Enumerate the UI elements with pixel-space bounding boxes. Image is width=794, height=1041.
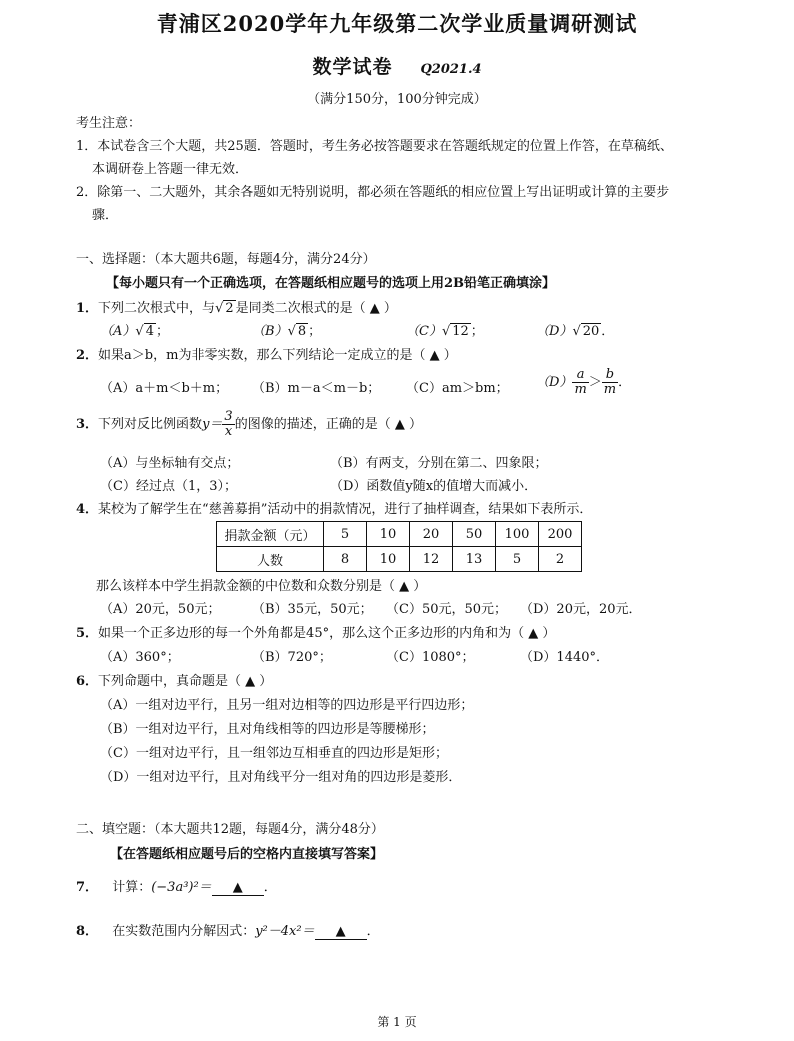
table-cell: 20 xyxy=(410,522,453,547)
table-cell: 200 xyxy=(539,522,582,547)
question-2-option-b: （B）m－a＜m－b； xyxy=(252,381,381,396)
question-1-number: 1． xyxy=(76,301,99,316)
exam-subtitle xyxy=(0,52,794,79)
option-end: ． xyxy=(618,375,632,390)
section-2-instruction: 【在答题纸相应题号后的空格内直接填写答案】 xyxy=(110,847,384,862)
sqrt-2: √ 2 xyxy=(215,301,234,316)
question-1-option-d: （D）√ 20 ． xyxy=(536,324,615,339)
table-cell: 13 xyxy=(453,547,496,572)
denominator: x xyxy=(224,424,233,439)
radicand: 20 xyxy=(582,324,600,339)
table-cell: 捐款金额（元） xyxy=(217,522,324,547)
question-4-option-c: （C）50元，50元； xyxy=(386,602,508,617)
option-label: （C） xyxy=(406,324,442,339)
fraction-3-over-x xyxy=(222,410,234,439)
question-3-stem-text-b: 的图像的描述，正确的是（ ▲ ） xyxy=(234,417,422,432)
question-3-stem xyxy=(76,410,422,439)
option-end: ； xyxy=(308,324,322,339)
exam-title: 青浦区2020学年九年级第二次学业质量调研测试 xyxy=(156,11,638,36)
numerator: b xyxy=(602,368,618,383)
question-8-number: 8． xyxy=(76,924,99,939)
question-7-number: 7． xyxy=(76,880,99,895)
section-1-heading: 一、选择题：（本大题共6题，每题4分，满分24分） xyxy=(76,252,376,267)
question-4-stem xyxy=(76,498,592,517)
question-4-option-b: （B）35元，50元； xyxy=(252,602,373,617)
question-1-option-b: （B）√ 8 ； xyxy=(252,324,322,339)
question-8-end: ． xyxy=(366,924,380,939)
table-row xyxy=(217,547,582,572)
question-3-option-a: （A）与坐标轴有交点； xyxy=(100,456,240,471)
question-7 xyxy=(76,876,277,896)
question-5-stem xyxy=(76,622,555,641)
question-6-number: 6． xyxy=(76,674,99,689)
question-6-option-a: （A）一组对边平行，且另一组对边相等的四边形是平行四边形； xyxy=(100,698,474,713)
question-5-option-c: （C）1080°； xyxy=(386,650,475,665)
question-7-label: 计算： xyxy=(112,880,152,895)
table-cell: 12 xyxy=(410,547,453,572)
question-8-expression: y²－4x²＝ xyxy=(255,924,315,939)
numerator: 3 xyxy=(224,409,233,424)
notice-item-1-line-1: 1．本试卷含三个大题，共25题．答题时，考生务必按答题要求在答题纸规定的位置上作答，在草稿纸、 xyxy=(76,139,673,154)
question-6-option-b: （B）一组对边平行，且对角线相等的四边形是等腰梯形； xyxy=(100,722,435,737)
question-3-stem-text-a: 下列对反比例函数 xyxy=(98,417,203,432)
question-2-option-a: （A）a＋m＜b＋m； xyxy=(100,381,229,396)
table-cell: 50 xyxy=(453,522,496,547)
section-1-instruction: 【每小题只有一个正确选项，在答题纸相应题号的选项上用2B铅笔正确填涂】 xyxy=(106,276,556,291)
question-4-stem-text: 某校为了解学生在“慈善募捐”活动中的捐款情况，进行了抽样调查，结果如下表所示． xyxy=(98,502,593,517)
notice-item-1-line-2: 本调研卷上答题一律无效． xyxy=(92,162,249,177)
function-lhs: y＝ xyxy=(202,417,223,432)
donation-table xyxy=(216,521,582,572)
question-8-label: 在实数范围内分解因式： xyxy=(112,924,256,939)
question-8 xyxy=(76,920,380,940)
table-cell: 人数 xyxy=(217,547,324,572)
option-label: （D） xyxy=(536,375,573,390)
option-end: ； xyxy=(155,324,169,339)
fraction-a-over-m xyxy=(572,368,588,397)
question-1-stem xyxy=(76,297,397,316)
radicand: 12 xyxy=(452,324,469,339)
question-4-option-a: （A）20元，50元； xyxy=(100,602,221,617)
notice-item-2-line-2: 骤． xyxy=(92,208,119,223)
question-2-option-d xyxy=(536,368,631,397)
question-5-option-a: （A）360°； xyxy=(100,650,180,665)
option-end: ． xyxy=(601,324,615,339)
option-label: （B） xyxy=(252,324,288,339)
question-5-option-b: （B）720°； xyxy=(252,650,332,665)
table-cell: 2 xyxy=(539,547,582,572)
table-cell: 10 xyxy=(367,547,410,572)
question-1-stem-text-a: 下列二次根式中，与 xyxy=(98,301,216,316)
question-6-stem-text: 下列命题中，真命题是（ ▲ ） xyxy=(98,674,273,689)
subject-title: 数学试卷 xyxy=(312,56,393,78)
question-4-option-d: （D）20元，20元． xyxy=(520,602,642,617)
question-2-number: 2． xyxy=(76,348,99,363)
question-1-option-a: （A）√ 4 ； xyxy=(100,324,169,339)
answer-blank: ▲ xyxy=(315,924,367,940)
radicand: 4 xyxy=(145,324,154,339)
question-3-option-d: （D）函数值y随x的值增大而减小． xyxy=(330,479,538,494)
question-6-option-d: （D）一组对边平行，且对角线平分一组对角的四边形是菱形． xyxy=(100,770,462,785)
option-label: （D） xyxy=(536,324,573,339)
section-2-heading: 二、填空题：（本大题共12题，每题4分，满分48分） xyxy=(76,822,384,837)
question-3-number: 3． xyxy=(76,417,99,432)
question-6-stem xyxy=(76,670,272,689)
denominator: m xyxy=(603,382,617,397)
table-cell: 10 xyxy=(367,522,410,547)
page-footer: 第 1 页 xyxy=(377,1015,417,1029)
radicand: 2 xyxy=(225,301,234,316)
option-label: （A） xyxy=(100,324,136,339)
table-cell: 8 xyxy=(324,547,367,572)
question-2-option-c: （C）am＞bm； xyxy=(406,381,509,396)
table-cell: 100 xyxy=(496,522,539,547)
notice-heading: 考生注意： xyxy=(76,116,142,131)
question-3-option-b: （B）有两支，分别在第二、四象限； xyxy=(330,456,548,471)
question-5-number: 5． xyxy=(76,626,99,641)
question-4-number: 4． xyxy=(76,502,99,517)
question-7-expression: (−3a³)²＝ xyxy=(151,880,212,895)
question-4-question: 那么该样本中学生捐款金额的中位数和众数分别是（ ▲ ） xyxy=(96,579,427,594)
table-row xyxy=(217,522,582,547)
table-cell: 5 xyxy=(324,522,367,547)
scoring-note: （满分150分，100分钟完成） xyxy=(307,92,487,107)
radicand: 8 xyxy=(297,324,307,339)
question-3-option-c: （C）经过点（1，3）； xyxy=(100,479,237,494)
operator: ＞ xyxy=(588,375,602,390)
question-1-stem-text-b: 是同类二次根式的是（ ▲ ） xyxy=(235,301,397,316)
numerator: a xyxy=(572,368,588,383)
question-6-option-c: （C）一组对边平行，且一组邻边互相垂直的四边形是矩形； xyxy=(100,746,448,761)
denominator: m xyxy=(574,382,587,397)
exam-code: Q2021.4 xyxy=(420,62,482,77)
notice-item-2-line-1: 2．除第一、二大题外，其余各题如无特别说明，都必须在答题纸的相应位置上写出证明或计算的主要步 xyxy=(76,185,670,200)
question-2-stem xyxy=(76,344,457,363)
question-5-option-d: （D）1440°． xyxy=(520,650,610,665)
question-2-stem-text: 如果a＞b，m为非零实数，那么下列结论一定成立的是（ ▲ ） xyxy=(98,348,457,363)
question-5-stem-text: 如果一个正多边形的每一个外角都是45°，那么这个正多边形的内角和为（ ▲ ） xyxy=(98,626,556,641)
table-cell: 5 xyxy=(496,547,539,572)
question-1-option-c: （C）√ 12 ； xyxy=(406,324,484,339)
fraction-b-over-m xyxy=(602,368,618,397)
option-end: ； xyxy=(470,324,484,339)
answer-blank: ▲ xyxy=(212,880,264,896)
question-7-end: ． xyxy=(263,880,277,895)
